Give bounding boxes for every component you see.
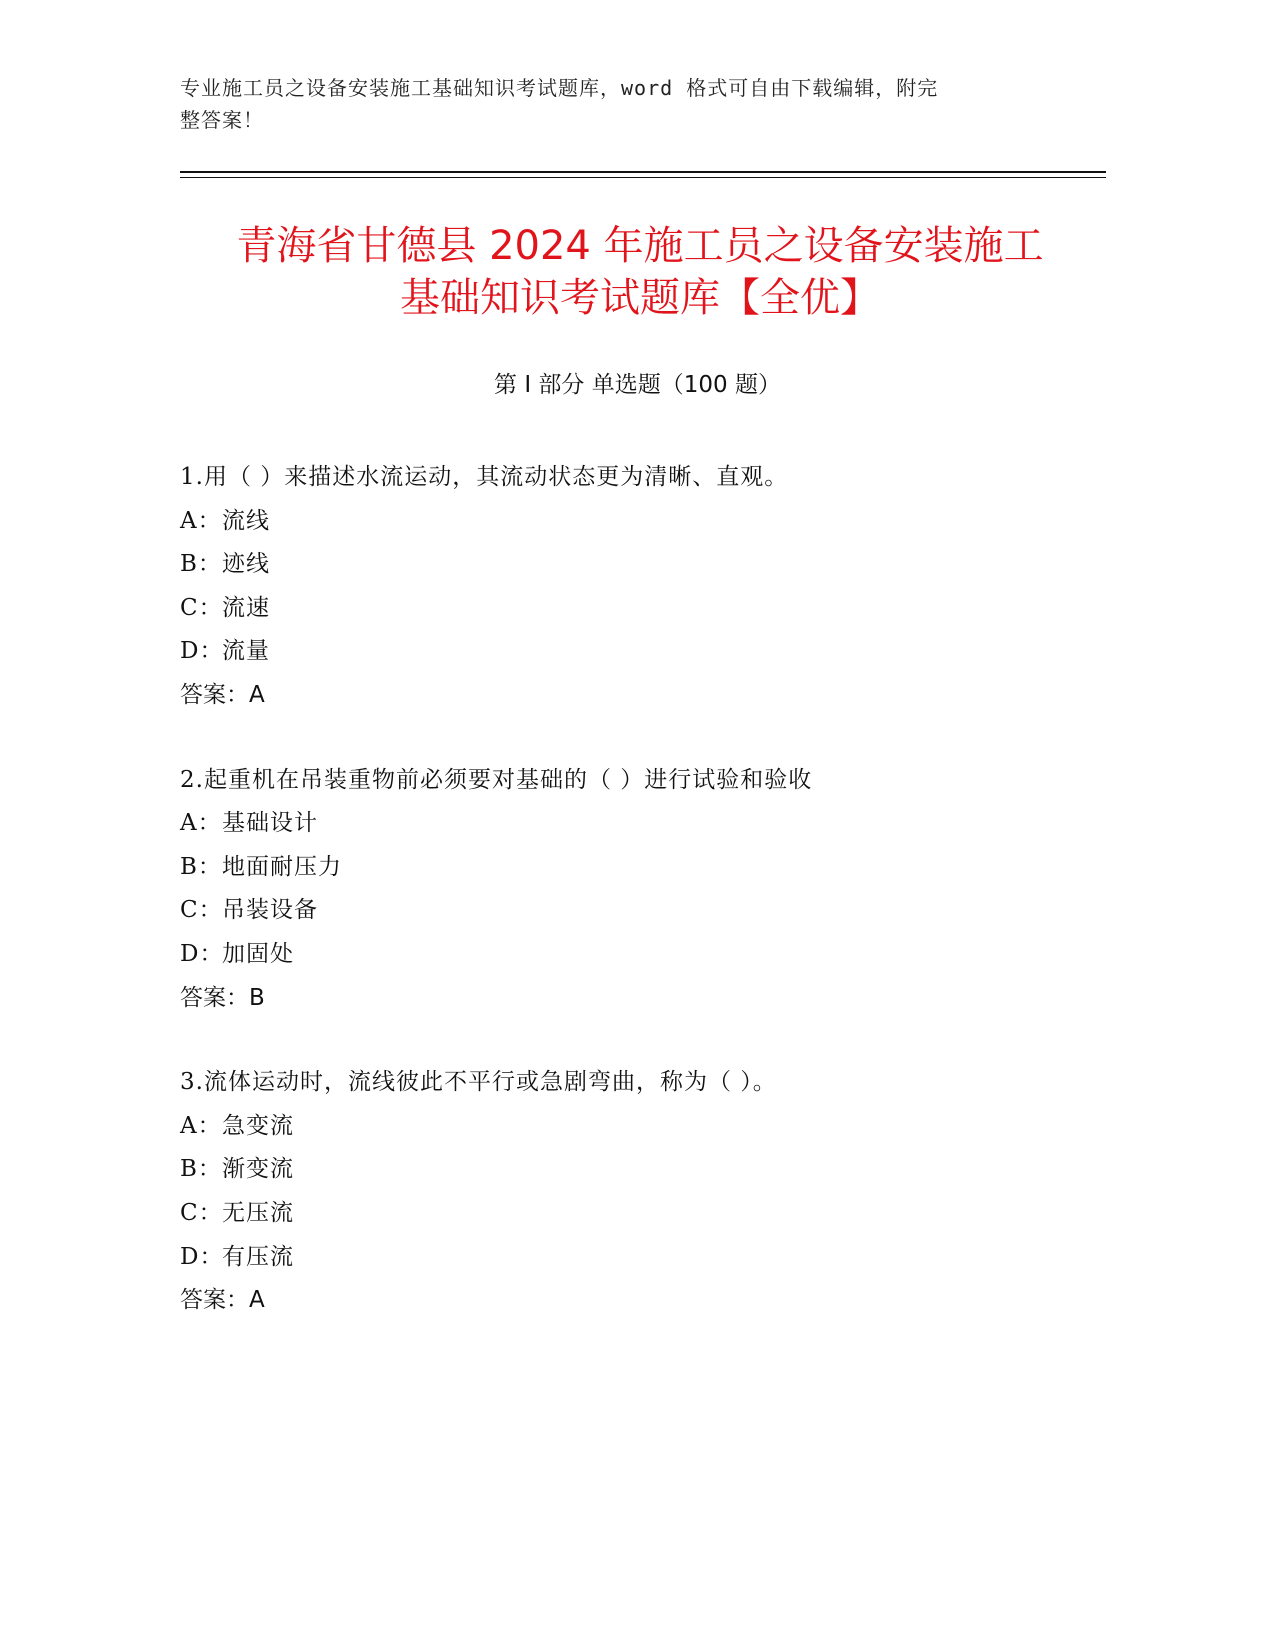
option-text: 基础设计 — [222, 810, 318, 837]
option-b — [180, 543, 1140, 587]
document-title-line: 青海省甘德县 2024 年施工员之设备安装施工 — [236, 223, 1044, 269]
option-text: 有压流 — [222, 1243, 294, 1270]
question-stem: 3.流体运动时，流线彼此不平行或急剧弯曲，称为（ ）。 — [180, 1069, 777, 1096]
section-heading: 第 I 部分 单选题（100 题） — [494, 372, 781, 398]
option-key: B： — [180, 551, 222, 578]
question-stem: 1.用（ ）来描述水流运动，其流动状态更为清晰、直观。 — [180, 464, 789, 490]
option-c — [180, 1192, 1140, 1236]
header-note — [180, 72, 1040, 136]
option-text: 流量 — [222, 638, 270, 665]
option-text: 流速 — [222, 594, 270, 621]
option-text: 渐变流 — [222, 1156, 294, 1183]
option-a — [180, 500, 1140, 544]
question-item — [180, 456, 1140, 718]
option-d — [180, 630, 1140, 674]
option-text: 加固处 — [222, 940, 294, 967]
option-key: D： — [180, 1243, 224, 1270]
option-key: B： — [180, 1156, 222, 1183]
option-d — [180, 933, 1140, 977]
answer-line: 答案：B — [180, 984, 265, 1011]
option-key: D： — [180, 638, 224, 665]
option-b — [180, 846, 1140, 890]
option-d — [180, 1236, 1140, 1280]
answer-line: 答案：A — [180, 1287, 265, 1314]
option-b — [180, 1148, 1140, 1192]
option-key: A： — [180, 810, 222, 837]
document-title-line: 基础知识考试题库【全优】 — [400, 275, 880, 321]
header-divider-thin — [180, 177, 1106, 178]
question-item — [180, 759, 1140, 1021]
answer-line: 答案：A — [180, 681, 265, 708]
header-divider-thick — [180, 171, 1106, 173]
option-c — [180, 889, 1140, 933]
option-c — [180, 587, 1140, 631]
option-text: 吊装设备 — [222, 897, 318, 924]
option-key: C： — [180, 1199, 223, 1226]
option-a — [180, 1105, 1140, 1149]
question-stem: 2.起重机在吊装重物前必须要对基础的（ ）进行试验和验收 — [180, 766, 813, 793]
option-key: C： — [180, 897, 223, 924]
question-item — [180, 1061, 1140, 1323]
option-a — [180, 802, 1140, 846]
option-text: 流线 — [222, 507, 270, 534]
option-key: A： — [180, 507, 222, 534]
option-key: A： — [180, 1112, 222, 1139]
header-note-line: 整答案！ — [180, 108, 264, 132]
option-key: D： — [180, 940, 224, 967]
option-text: 地面耐压力 — [222, 853, 342, 880]
option-key: C： — [180, 594, 223, 621]
option-key: B： — [180, 853, 222, 880]
question-list — [180, 456, 1140, 1364]
document-title — [160, 220, 1120, 324]
option-text: 急变流 — [222, 1112, 294, 1139]
option-text: 迹线 — [222, 551, 270, 578]
header-note-line: 专业施工员之设备安装施工基础知识考试题库，word 格式可自由下载编辑，附完 — [180, 76, 939, 100]
option-text: 无压流 — [222, 1199, 294, 1226]
